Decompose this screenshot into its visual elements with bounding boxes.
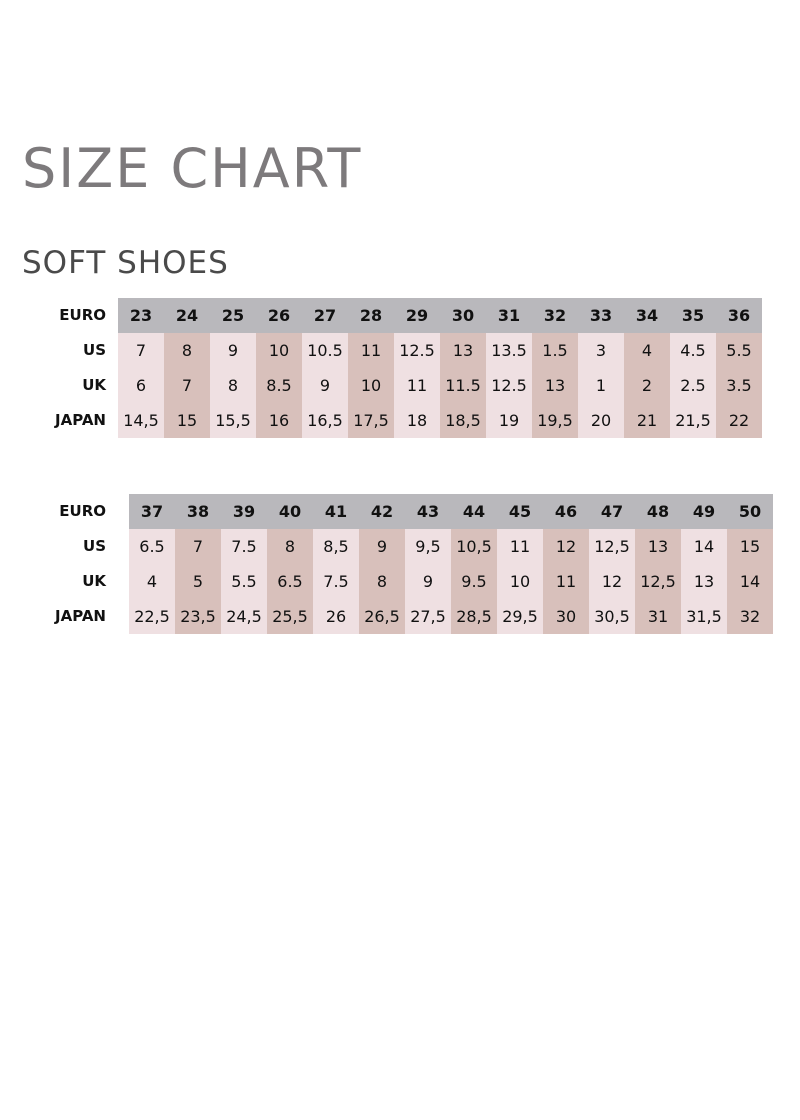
uk-size-cell: 14 xyxy=(727,564,773,599)
uk-size-cell: 10 xyxy=(348,368,394,403)
euro-size-cell: 29 xyxy=(394,298,440,333)
size-table-1 xyxy=(48,298,762,438)
japan-size-cell: 16,5 xyxy=(302,403,348,438)
japan-size-cell: 31,5 xyxy=(681,599,727,634)
uk-size-cell: 8 xyxy=(210,368,256,403)
uk-size-cell: 11 xyxy=(394,368,440,403)
japan-size-cell: 24,5 xyxy=(221,599,267,634)
euro-size-cell: 34 xyxy=(624,298,670,333)
euro-row xyxy=(48,298,762,333)
euro-size-cell: 24 xyxy=(164,298,210,333)
uk-size-cell: 9.5 xyxy=(451,564,497,599)
uk-size-cell: 13 xyxy=(532,368,578,403)
us-size-cell: 4 xyxy=(624,333,670,368)
japan-size-cell: 27,5 xyxy=(405,599,451,634)
euro-size-cell: 43 xyxy=(405,494,451,529)
us-row xyxy=(48,333,762,368)
euro-size-cell: 25 xyxy=(210,298,256,333)
us-size-cell: 11 xyxy=(348,333,394,368)
us-size-cell: 5.5 xyxy=(716,333,762,368)
euro-size-cell: 45 xyxy=(497,494,543,529)
japan-size-cell: 23,5 xyxy=(175,599,221,634)
euro-size-cell: 31 xyxy=(486,298,532,333)
uk-size-cell: 4 xyxy=(129,564,175,599)
us-size-cell: 8 xyxy=(164,333,210,368)
japan-size-cell: 15 xyxy=(164,403,210,438)
us-size-cell: 4.5 xyxy=(670,333,716,368)
us-size-cell: 6.5 xyxy=(129,529,175,564)
row-gap xyxy=(112,494,129,529)
euro-size-cell: 47 xyxy=(589,494,635,529)
us-size-cell: 10,5 xyxy=(451,529,497,564)
uk-size-cell: 5.5 xyxy=(221,564,267,599)
japan-size-cell: 18,5 xyxy=(440,403,486,438)
uk-size-cell: 13 xyxy=(681,564,727,599)
us-size-cell: 9 xyxy=(210,333,256,368)
japan-size-cell: 22 xyxy=(716,403,762,438)
section-title: SOFT SHOES xyxy=(22,245,229,281)
euro-size-cell: 38 xyxy=(175,494,221,529)
us-size-cell: 7 xyxy=(118,333,164,368)
row-label-japan: JAPAN xyxy=(55,411,106,429)
uk-row xyxy=(48,368,762,403)
us-size-cell: 13 xyxy=(635,529,681,564)
row-label-us: US xyxy=(83,537,106,555)
euro-size-cell: 42 xyxy=(359,494,405,529)
us-size-cell: 15 xyxy=(727,529,773,564)
uk-size-cell: 7.5 xyxy=(313,564,359,599)
us-size-cell: 10.5 xyxy=(302,333,348,368)
us-size-cell: 12 xyxy=(543,529,589,564)
japan-size-cell: 30,5 xyxy=(589,599,635,634)
japan-size-cell: 22,5 xyxy=(129,599,175,634)
euro-size-cell: 40 xyxy=(267,494,313,529)
euro-size-cell: 33 xyxy=(578,298,624,333)
japan-size-cell: 32 xyxy=(727,599,773,634)
uk-size-cell: 11.5 xyxy=(440,368,486,403)
euro-size-cell: 28 xyxy=(348,298,394,333)
uk-size-cell: 12 xyxy=(589,564,635,599)
japan-size-cell: 26 xyxy=(313,599,359,634)
us-size-cell: 11 xyxy=(497,529,543,564)
japan-size-cell: 16 xyxy=(256,403,302,438)
euro-size-cell: 23 xyxy=(118,298,164,333)
uk-size-cell: 2.5 xyxy=(670,368,716,403)
row-label-japan: JAPAN xyxy=(55,607,106,625)
euro-size-cell: 44 xyxy=(451,494,497,529)
row-label-euro: EURO xyxy=(59,306,106,324)
us-size-cell: 10 xyxy=(256,333,302,368)
euro-row xyxy=(48,494,773,529)
us-size-cell: 13 xyxy=(440,333,486,368)
uk-size-cell: 6.5 xyxy=(267,564,313,599)
japan-size-cell: 18 xyxy=(394,403,440,438)
uk-size-cell: 3.5 xyxy=(716,368,762,403)
us-size-cell: 9,5 xyxy=(405,529,451,564)
euro-size-cell: 26 xyxy=(256,298,302,333)
us-size-cell: 1.5 xyxy=(532,333,578,368)
uk-size-cell: 12,5 xyxy=(635,564,681,599)
japan-row xyxy=(48,403,762,438)
euro-size-cell: 37 xyxy=(129,494,175,529)
uk-size-cell: 7 xyxy=(164,368,210,403)
uk-size-cell: 11 xyxy=(543,564,589,599)
us-size-cell: 14 xyxy=(681,529,727,564)
euro-size-cell: 50 xyxy=(727,494,773,529)
uk-size-cell: 10 xyxy=(497,564,543,599)
uk-size-cell: 9 xyxy=(405,564,451,599)
japan-size-cell: 19,5 xyxy=(532,403,578,438)
uk-size-cell: 5 xyxy=(175,564,221,599)
us-size-cell: 7.5 xyxy=(221,529,267,564)
us-size-cell: 12,5 xyxy=(589,529,635,564)
japan-row xyxy=(48,599,773,634)
size-table-2 xyxy=(48,494,773,634)
uk-row xyxy=(48,564,773,599)
row-gap xyxy=(112,564,129,599)
japan-size-cell: 21 xyxy=(624,403,670,438)
us-size-cell: 12.5 xyxy=(394,333,440,368)
japan-size-cell: 14,5 xyxy=(118,403,164,438)
euro-size-cell: 41 xyxy=(313,494,359,529)
euro-size-cell: 32 xyxy=(532,298,578,333)
japan-size-cell: 25,5 xyxy=(267,599,313,634)
japan-size-cell: 31 xyxy=(635,599,681,634)
us-row xyxy=(48,529,773,564)
row-label-euro: EURO xyxy=(59,502,106,520)
japan-size-cell: 28,5 xyxy=(451,599,497,634)
japan-size-cell: 30 xyxy=(543,599,589,634)
euro-size-cell: 46 xyxy=(543,494,589,529)
euro-size-cell: 36 xyxy=(716,298,762,333)
us-size-cell: 9 xyxy=(359,529,405,564)
us-size-cell: 8 xyxy=(267,529,313,564)
euro-size-cell: 35 xyxy=(670,298,716,333)
us-size-cell: 3 xyxy=(578,333,624,368)
uk-size-cell: 12.5 xyxy=(486,368,532,403)
page-title: SIZE CHART xyxy=(22,137,363,200)
japan-size-cell: 29,5 xyxy=(497,599,543,634)
euro-size-cell: 49 xyxy=(681,494,727,529)
japan-size-cell: 17,5 xyxy=(348,403,394,438)
japan-size-cell: 26,5 xyxy=(359,599,405,634)
uk-size-cell: 1 xyxy=(578,368,624,403)
japan-size-cell: 19 xyxy=(486,403,532,438)
us-size-cell: 13.5 xyxy=(486,333,532,368)
japan-size-cell: 20 xyxy=(578,403,624,438)
us-size-cell: 7 xyxy=(175,529,221,564)
uk-size-cell: 8.5 xyxy=(256,368,302,403)
row-label-uk: UK xyxy=(82,376,106,394)
euro-size-cell: 39 xyxy=(221,494,267,529)
row-label-us: US xyxy=(83,341,106,359)
uk-size-cell: 6 xyxy=(118,368,164,403)
row-gap xyxy=(112,599,129,634)
uk-size-cell: 8 xyxy=(359,564,405,599)
uk-size-cell: 9 xyxy=(302,368,348,403)
row-label-uk: UK xyxy=(82,572,106,590)
japan-size-cell: 21,5 xyxy=(670,403,716,438)
japan-size-cell: 15,5 xyxy=(210,403,256,438)
uk-size-cell: 2 xyxy=(624,368,670,403)
euro-size-cell: 48 xyxy=(635,494,681,529)
us-size-cell: 8,5 xyxy=(313,529,359,564)
euro-size-cell: 30 xyxy=(440,298,486,333)
row-gap xyxy=(112,529,129,564)
euro-size-cell: 27 xyxy=(302,298,348,333)
